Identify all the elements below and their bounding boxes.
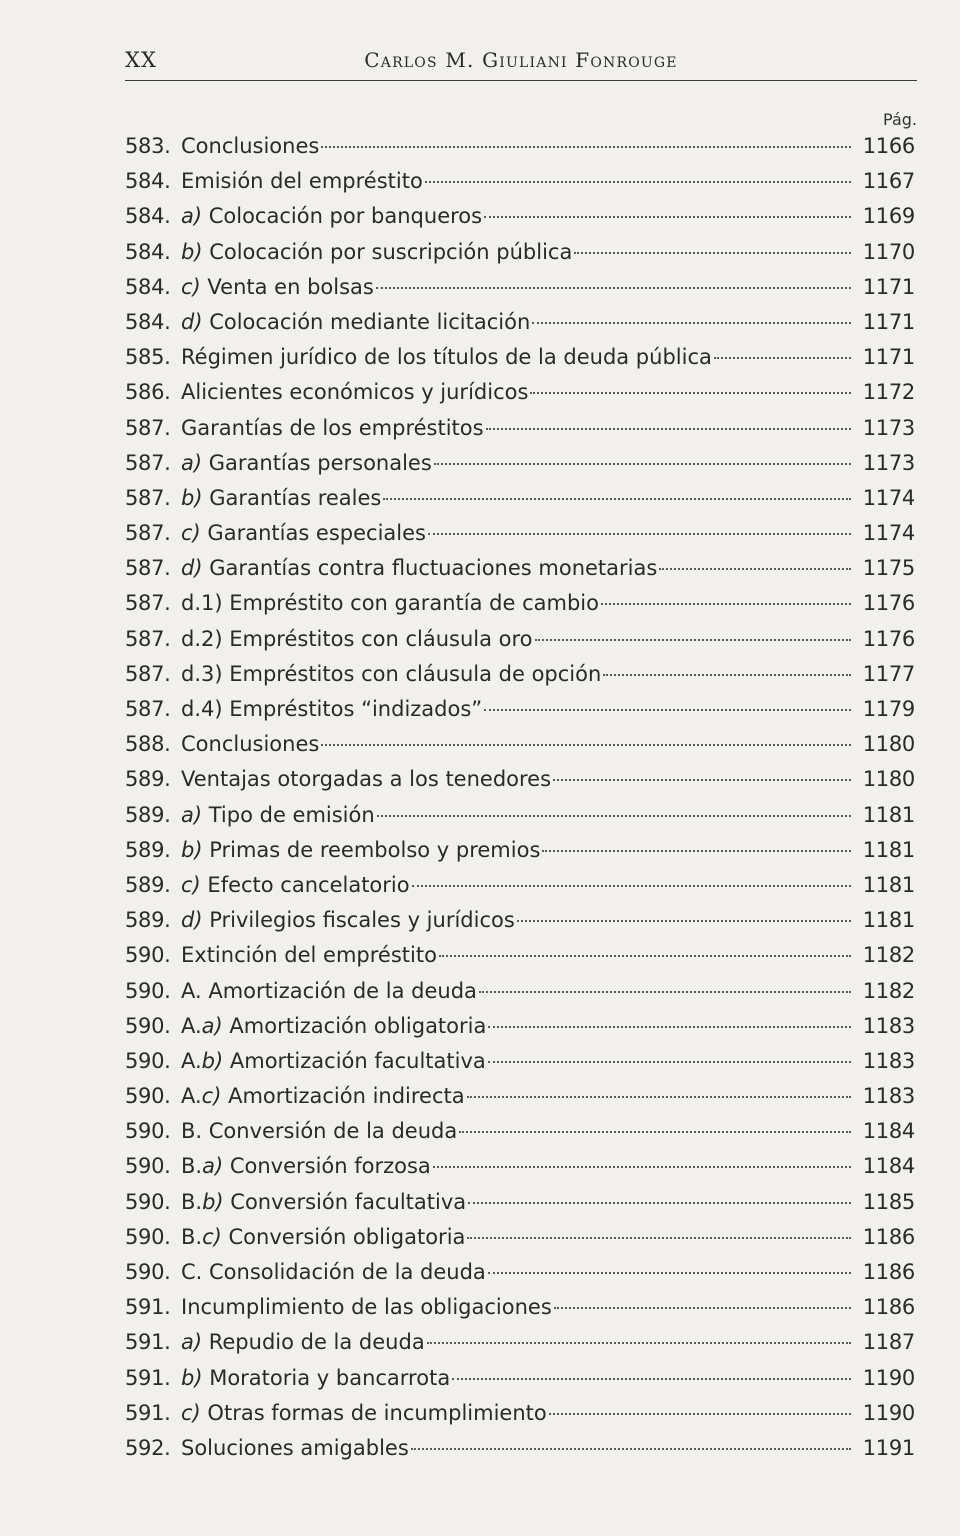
toc-entry [125,199,915,234]
entry-text: Repudio de la deuda [202,1330,425,1355]
section-number: 587. [125,697,171,721]
entry-text: Garantías reales [202,485,382,510]
dot-leader [517,919,851,922]
entry-prefix: A. [181,1084,202,1109]
entry-title [181,1114,457,1149]
entry-page-number: 1190 [862,1400,915,1425]
section-number: 589. [125,872,171,897]
entry-page-number: 1186 [862,1224,915,1249]
author-name: Carlos M. Giuliani Fonrouge [364,48,678,72]
dot-leader [467,1095,851,1098]
entry-page-number: 1181 [862,837,915,862]
entry-title [181,516,426,551]
section-number: 587. [125,591,171,616]
toc-entry [125,1149,915,1184]
dot-leader [425,180,851,183]
section-number: 587. [125,415,171,440]
entry-title [181,1185,466,1220]
entry-title [181,199,482,234]
section-number: 587. [125,556,171,581]
entry-title [181,727,319,762]
section-number: 584. [125,239,171,264]
dot-leader [542,849,850,852]
entry-text: Amortización obligatoria [222,1013,487,1038]
entry-title [181,1079,465,1114]
entry-page-number: 1171 [862,309,915,334]
toc-entry [125,1361,915,1396]
entry-title [181,938,437,973]
entry-text: Conclusiones [181,134,320,158]
entry-letter: a) [181,1330,203,1355]
entry-text: Venta en bolsas [200,274,374,299]
dot-leader [549,1412,851,1415]
entry-letter: b) [181,1365,203,1390]
entry-text: A. Amortización de la deuda [181,978,477,1003]
page-number: XX [125,48,157,72]
section-number: 592. [125,1435,171,1460]
toc-entry [125,235,915,270]
toc-entry [125,762,915,797]
entry-text: d.3) Empréstitos con cláusula de opción [181,661,602,686]
section-number: 587. [125,661,171,686]
entry-title [181,375,528,410]
entry-page-number: 1175 [862,556,915,581]
toc-entry [125,411,915,446]
entry-letter: d) [181,556,203,581]
section-number: 590. [125,1189,171,1214]
entry-page-number: 1182 [862,943,915,968]
toc-entry [125,1044,915,1079]
entry-page-number: 1183 [862,1084,915,1109]
entry-letter: c) [181,274,201,299]
entry-text: Régimen jurídico de los títulos de la deuda pública [181,345,712,370]
entry-text: Primas de reembolso y premios [202,837,541,862]
entry-text: Colocación por banqueros [202,204,483,229]
entry-title [181,551,657,586]
entry-title [181,1220,465,1255]
entry-letter: a) [181,450,203,475]
entry-text: Conclusiones [181,732,320,757]
toc-entry [125,164,915,199]
entry-title [181,692,482,727]
entry-title [181,868,410,903]
entry-text: Garantías contra fluctuaciones monetarias [202,556,658,581]
entry-title [181,903,515,938]
section-number: 589. [125,767,171,792]
entry-text: Tipo de emisión [202,802,375,827]
toc-entry [125,938,915,973]
dot-leader [484,215,851,218]
entry-title [181,305,530,340]
entry-page-number: 1172 [862,380,915,405]
dot-leader [412,884,851,887]
dot-leader [439,954,851,957]
dot-leader [428,532,851,535]
entry-title [181,270,374,305]
section-number: 590. [125,978,171,1003]
entry-letter: c) [202,1224,222,1249]
toc-entry [125,481,915,516]
dot-leader [459,1130,851,1133]
toc-entry [125,622,915,657]
entry-text: Conversión obligatoria [221,1224,466,1249]
toc-entry [125,1079,915,1114]
dot-leader [535,638,851,641]
section-number: 590. [125,1154,171,1179]
toc-entry [125,1255,915,1290]
toc-entry [125,551,915,586]
entry-page-number: 1180 [862,732,915,757]
dot-leader [321,145,850,148]
section-number: 589. [125,908,171,933]
entry-text: Amortización facultativa [223,1048,486,1073]
entry-letter: a) [181,802,203,827]
toc-entry [125,586,915,621]
section-number: 590. [125,1224,171,1249]
running-header [125,48,917,81]
toc-entry [125,1009,915,1044]
dot-leader [434,462,851,465]
entry-prefix: B. [181,1224,203,1249]
entry-title [181,1290,552,1325]
dot-leader [486,427,851,430]
entry-letter: d) [181,309,203,334]
entry-text: Moratoria y bancarrota [202,1365,451,1390]
entry-prefix: A. [181,1013,202,1038]
dot-leader [433,1165,851,1168]
toc-entry [125,833,915,868]
entry-text: Otras formas de incumplimiento [200,1400,547,1425]
entry-title [181,1431,409,1466]
section-number: 591. [125,1400,171,1425]
entry-page-number: 1171 [862,274,915,299]
toc-entry [125,868,915,903]
dot-leader [467,1236,850,1239]
dot-leader [488,1060,851,1063]
section-number: 590. [125,1048,171,1073]
entry-page-number: 1182 [862,978,915,1003]
entry-page-number: 1190 [862,1365,915,1390]
toc-entry [125,516,915,551]
toc-entry [125,1185,915,1220]
entry-letter: c) [181,1400,201,1425]
section-number: 589. [125,802,171,827]
entry-page-number: 1174 [862,485,915,510]
entry-text: Soluciones amigables [181,1435,409,1460]
entry-text: Alicientes económicos y jurídicos [181,380,529,405]
entry-page-number: 1183 [862,1013,915,1038]
table-of-contents [125,129,915,1466]
entry-title [181,1044,486,1079]
section-number: 587. [125,485,171,510]
section-number: 585. [125,345,171,370]
toc-entry [125,798,915,833]
section-number: 589. [125,837,171,862]
dot-leader [488,1271,851,1274]
entry-title [181,1009,486,1044]
entry-text: d.4) Empréstitos “indizados” [181,697,483,721]
section-number: 584. [125,309,171,334]
entry-page-number: 1170 [862,239,915,264]
dot-leader [411,1447,851,1450]
entry-page-number: 1181 [862,908,915,933]
entry-prefix: B. [181,1154,203,1179]
entry-page-number: 1187 [862,1330,915,1355]
toc-entry [125,446,915,481]
entry-page-number: 1184 [862,1154,915,1179]
section-number: 591. [125,1365,171,1390]
entry-text: Conversión facultativa [223,1189,467,1214]
entry-title [181,657,601,692]
toc-entry [125,692,915,727]
entry-letter: b) [202,1189,224,1214]
entry-letter: c) [181,521,201,546]
entry-page-number: 1181 [862,802,915,827]
entry-page-number: 1181 [862,872,915,897]
toc-entry [125,1431,915,1466]
entry-page-number: 1173 [862,415,915,440]
section-number: 587. [125,521,171,546]
dot-leader [484,708,851,711]
toc-entry [125,1290,915,1325]
entry-title [181,974,477,1009]
dot-leader [659,567,850,570]
toc-entry [125,1325,915,1360]
entry-page-number: 1169 [862,204,915,229]
entry-title [181,762,551,797]
section-number: 583. [125,134,171,158]
entry-page-number: 1167 [862,169,915,194]
section-number: 584. [125,169,171,194]
entry-letter: b) [181,837,203,862]
toc-entry [125,375,915,410]
entry-page-number: 1174 [862,521,915,546]
section-number: 587. [125,450,171,475]
entry-letter: b) [181,485,203,510]
entry-page-number: 1183 [862,1048,915,1073]
entry-title [181,1255,486,1290]
entry-title [181,622,533,657]
entry-text: d.2) Empréstitos con cláusula oro [181,626,533,651]
entry-title [181,411,484,446]
dot-leader [468,1201,851,1204]
entry-page-number: 1179 [862,697,915,721]
entry-text: Garantías especiales [200,521,426,546]
entry-text: Privilegios fiscales y jurídicos [202,908,515,933]
dot-leader [376,286,851,289]
dot-leader [377,814,851,817]
entry-title [181,164,423,199]
entry-text: Ventajas otorgadas a los tenedores [181,767,552,792]
section-number: 590. [125,1119,171,1144]
entry-text: Amortización indirecta [221,1084,465,1109]
entry-page-number: 1171 [862,345,915,370]
dot-leader [714,356,851,359]
entry-text: Incumplimiento de las obligaciones [181,1295,552,1320]
entry-title [181,798,375,833]
entry-page-number: 1177 [862,661,915,686]
section-number: 591. [125,1295,171,1320]
entry-page-number: 1176 [862,591,915,616]
toc-entry [125,974,915,1009]
entry-letter: a) [181,204,203,229]
section-number: 590. [125,1084,171,1109]
entry-text: Colocación mediante licitación [202,309,531,334]
entry-title [181,1325,425,1360]
toc-entry [125,1396,915,1431]
dot-leader [530,391,850,394]
entry-title [181,235,572,270]
entry-text: Colocación por suscripción pública [202,239,573,264]
dot-leader [554,1306,851,1309]
entry-title [181,1396,547,1431]
toc-entry [125,1114,915,1149]
dot-leader [488,1025,850,1028]
dot-leader [603,673,850,676]
dot-leader [574,251,850,254]
section-number: 584. [125,204,171,229]
entry-text: Efecto cancelatorio [200,872,410,897]
entry-text: B. Conversión de la deuda [181,1119,458,1144]
entry-page-number: 1176 [862,626,915,651]
entry-page-number: 1186 [862,1295,915,1320]
dot-leader [427,1341,851,1344]
section-number: 588. [125,732,171,757]
dot-leader [479,990,851,993]
entry-letter: a) [201,1013,223,1038]
dot-leader [383,497,850,500]
dot-leader [601,602,851,605]
entry-title [181,481,381,516]
entry-page-number: 1191 [862,1435,915,1460]
toc-entry [125,305,915,340]
section-number: 590. [125,1260,171,1284]
entry-title [181,833,540,868]
entry-text: C. Consolidación de la deuda [181,1260,486,1284]
entry-title [181,1149,431,1184]
toc-entry [125,340,915,375]
toc-entry [125,657,915,692]
toc-entry [125,727,915,762]
entry-letter: b) [201,1048,224,1073]
dot-leader [452,1377,851,1380]
entry-text: d.1) Empréstito con garantía de cambio [181,591,599,616]
entry-page-number: 1166 [862,134,915,158]
entry-title [181,446,432,481]
entry-text: Garantías personales [202,450,432,475]
section-number: 591. [125,1330,171,1355]
dot-leader [532,321,850,324]
entry-letter: c) [201,1084,222,1109]
toc-entry [125,1220,915,1255]
dot-leader [553,778,851,781]
entry-text: Garantías de los empréstitos [181,415,484,440]
section-number: 584. [125,274,171,299]
entry-title [181,340,712,375]
section-number: 590. [125,1013,171,1038]
entry-prefix: B. [181,1189,203,1214]
section-number: 586. [125,380,171,405]
entry-page-number: 1180 [862,767,915,792]
entry-letter: a) [202,1154,224,1179]
entry-text: Emisión del empréstito [181,169,423,194]
entry-title [181,129,319,164]
entry-page-number: 1186 [862,1260,915,1284]
section-number: 590. [125,943,171,968]
entry-letter: c) [181,872,201,897]
section-number: 587. [125,626,171,651]
entry-text: Extinción del empréstito [181,943,437,968]
toc-entry [125,903,915,938]
entry-page-number: 1185 [862,1189,915,1214]
toc-entry [125,270,915,305]
entry-page-number: 1173 [862,450,915,475]
entry-title [181,586,599,621]
entry-text: Conversión forzosa [223,1154,431,1179]
entry-letter: b) [181,239,203,264]
entry-page-number: 1184 [862,1119,915,1144]
dot-leader [321,743,850,746]
entry-title [181,1361,450,1396]
entry-letter: d) [181,908,203,933]
page-column-label: Pág. [883,110,917,129]
entry-prefix: A. [181,1048,202,1073]
toc-entry [125,129,915,164]
